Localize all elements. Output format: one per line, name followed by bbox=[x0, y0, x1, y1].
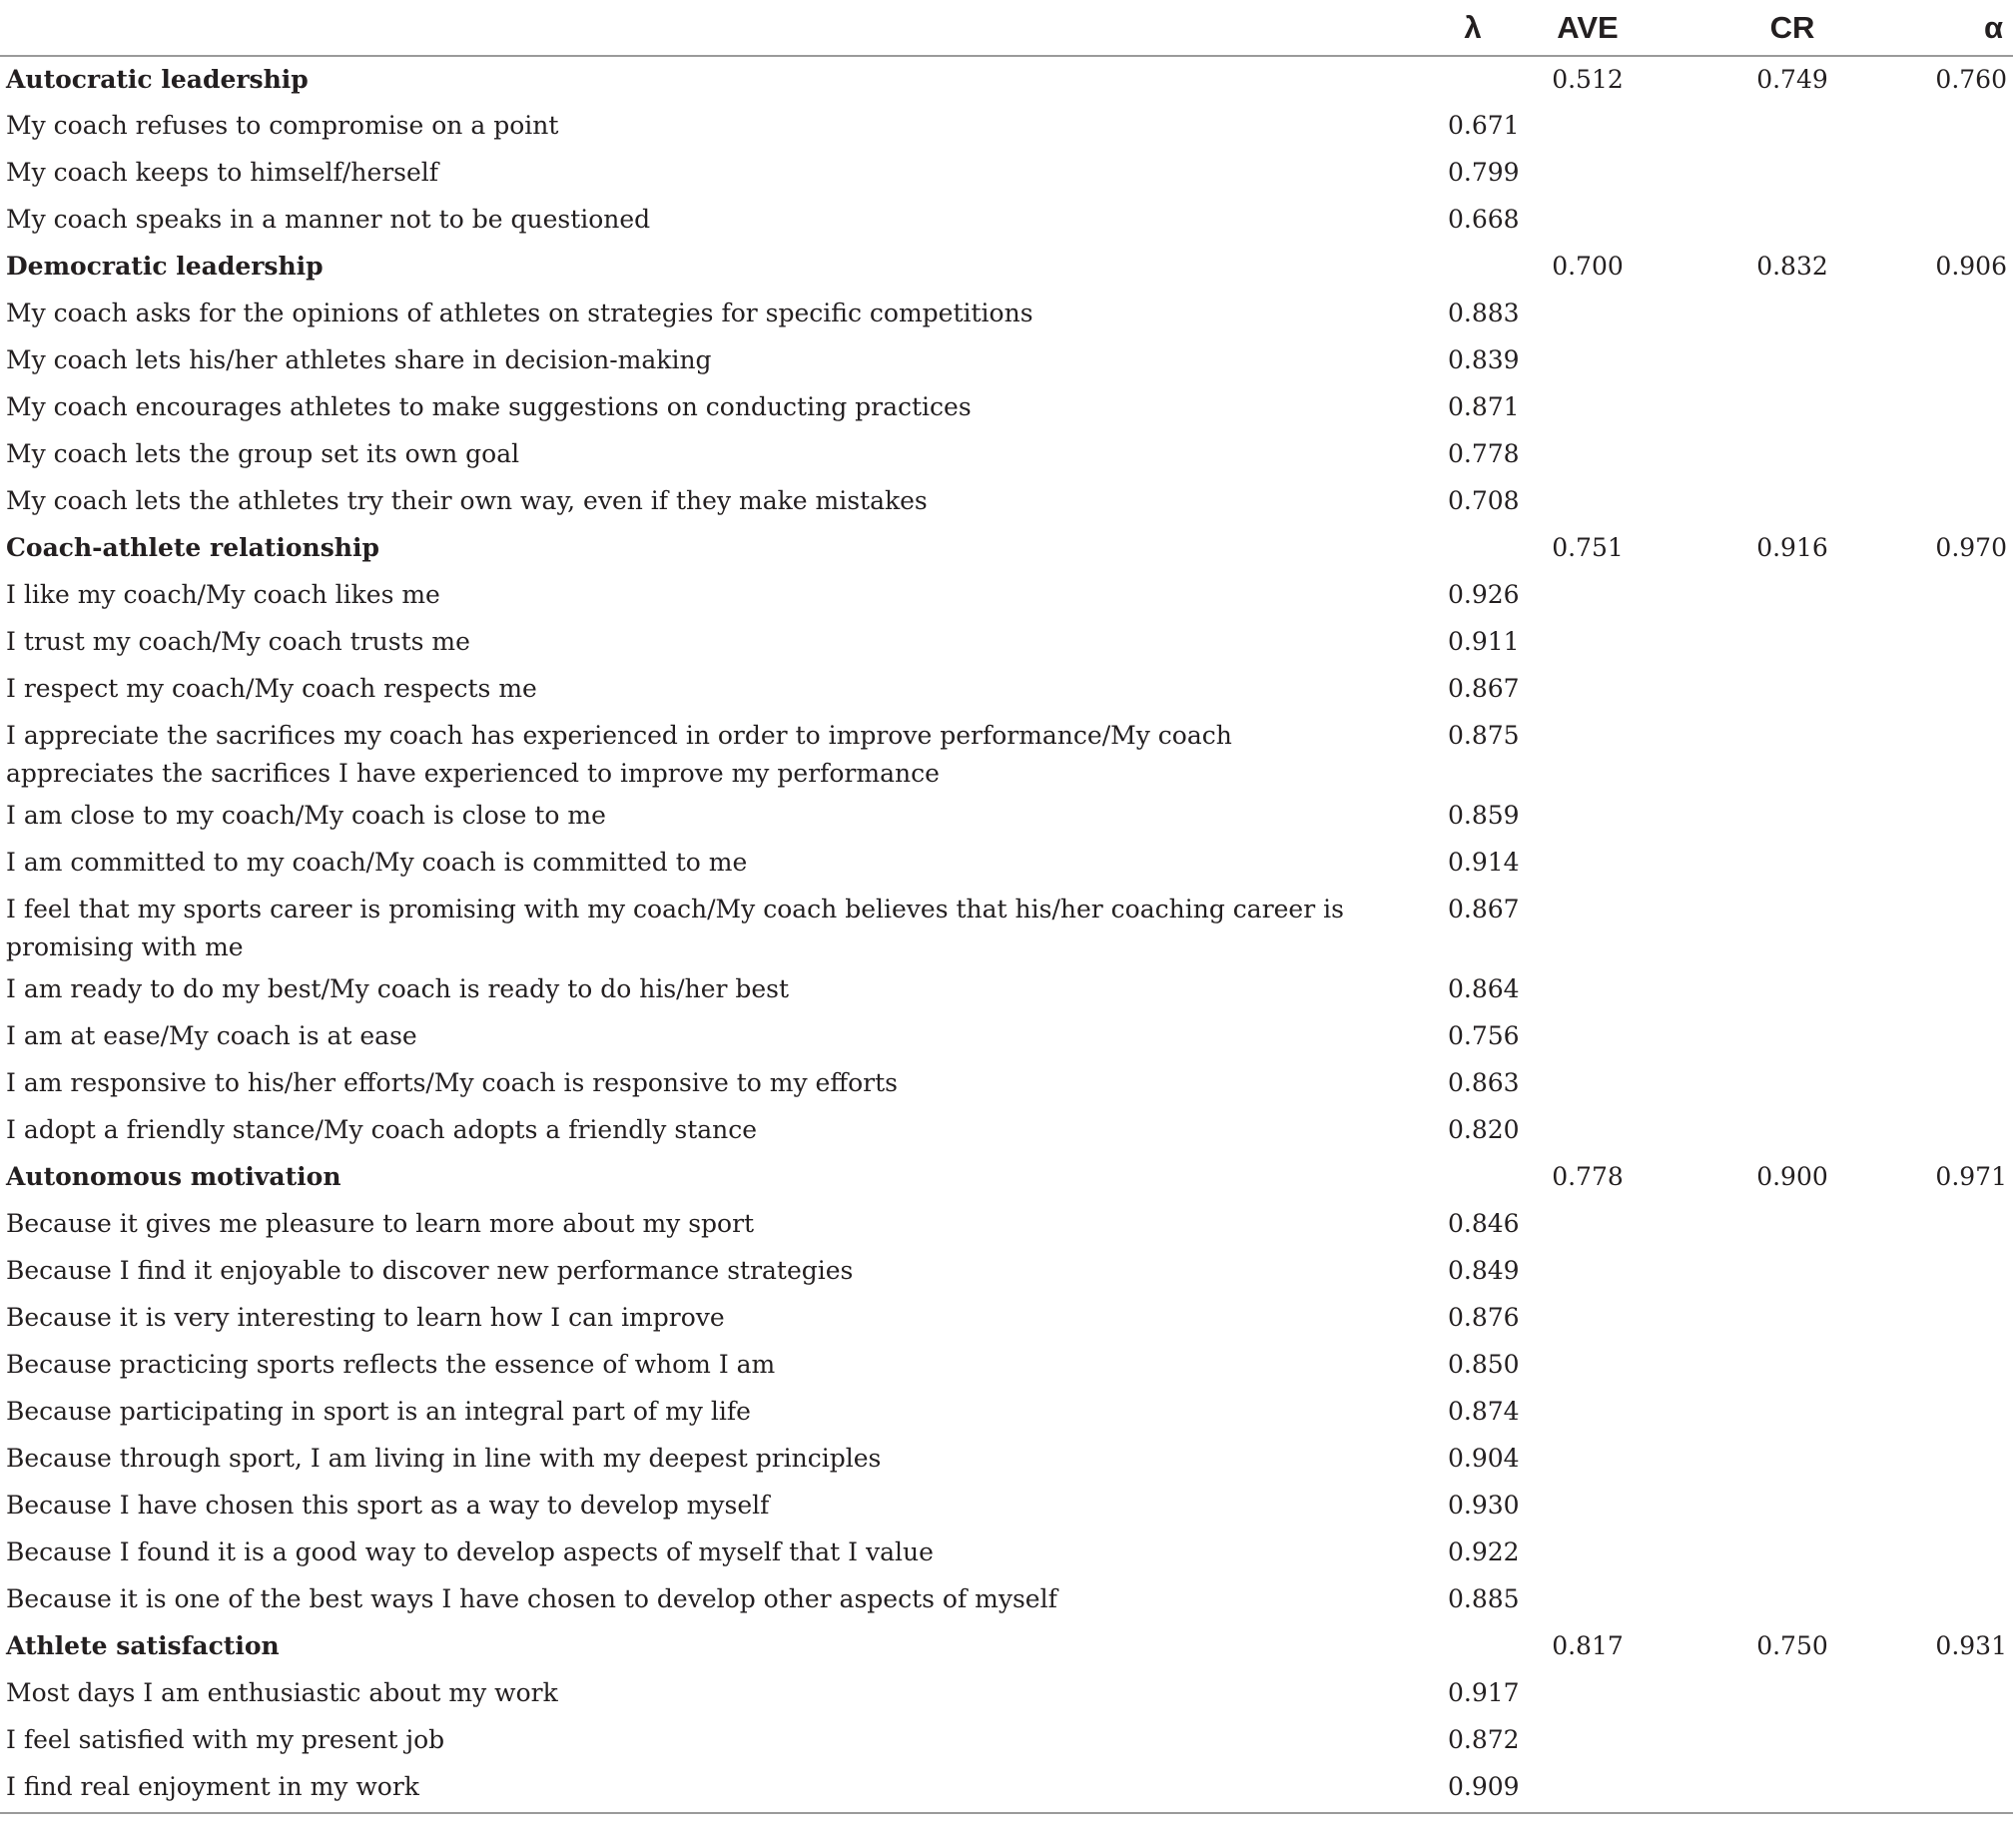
ave-value bbox=[1498, 1060, 1678, 1107]
cr-value bbox=[1678, 1483, 1857, 1530]
item-text: I adopt a friendly stance/My coach adopts a friendly stance bbox=[6, 1115, 758, 1144]
table-row bbox=[0, 291, 2013, 337]
table-row bbox=[0, 1013, 2013, 1060]
alpha-value bbox=[1857, 1107, 2013, 1154]
item-text: Because practicing sports reflects the essence of whom I am bbox=[6, 1350, 776, 1379]
table-row bbox=[0, 1530, 2013, 1576]
ave-value bbox=[1498, 1295, 1678, 1342]
alpha-value bbox=[1857, 572, 2013, 619]
table-row bbox=[0, 150, 2013, 197]
table-row bbox=[0, 1764, 2013, 1813]
lambda-value: 0.671 bbox=[1448, 111, 1520, 140]
lambda-value: 0.872 bbox=[1448, 1725, 1520, 1754]
alpha-value bbox=[1857, 1295, 2013, 1342]
item-text: Because it gives me pleasure to learn more about my sport bbox=[6, 1209, 755, 1238]
lambda-value: 0.914 bbox=[1448, 848, 1520, 877]
lambda-value: 0.926 bbox=[1448, 580, 1520, 609]
lambda-value: 0.911 bbox=[1448, 627, 1520, 656]
lambda-value: 0.863 bbox=[1448, 1068, 1520, 1097]
alpha-value bbox=[1857, 384, 2013, 431]
ave-value: 0.512 bbox=[1552, 65, 1624, 94]
ave-value bbox=[1498, 1530, 1678, 1576]
alpha-value bbox=[1857, 840, 2013, 887]
lambda-value bbox=[1388, 525, 1498, 572]
item-text: I am ready to do my best/My coach is ready to do his/her best bbox=[6, 974, 790, 1003]
cr-value bbox=[1678, 1576, 1857, 1623]
section-label: Coach-athlete relationship bbox=[6, 533, 379, 562]
alpha-value bbox=[1857, 431, 2013, 478]
cr-value bbox=[1678, 1670, 1857, 1717]
item-text: My coach lets the group set its own goal bbox=[6, 439, 520, 468]
cr-value bbox=[1678, 1530, 1857, 1576]
ave-value bbox=[1498, 619, 1678, 666]
cr-value bbox=[1678, 840, 1857, 887]
lambda-value: 0.756 bbox=[1448, 1021, 1520, 1050]
item-text: Because through sport, I am living in line with my deepest principles bbox=[6, 1444, 882, 1473]
item-text: I am committed to my coach/My coach is committed to me bbox=[6, 848, 748, 877]
alpha-value bbox=[1857, 1483, 2013, 1530]
table-row bbox=[0, 1483, 2013, 1530]
table-row bbox=[0, 793, 2013, 840]
ave-value bbox=[1498, 478, 1678, 525]
table-row bbox=[0, 1107, 2013, 1154]
lambda-value: 0.668 bbox=[1448, 205, 1520, 234]
lambda-value: 0.778 bbox=[1448, 439, 1520, 468]
ave-value bbox=[1498, 572, 1678, 619]
ave-value bbox=[1498, 1013, 1678, 1060]
alpha-value bbox=[1857, 1576, 2013, 1623]
alpha-value bbox=[1857, 1013, 2013, 1060]
lambda-value: 0.930 bbox=[1448, 1491, 1520, 1520]
ave-value bbox=[1498, 431, 1678, 478]
item-text: I am close to my coach/My coach is close to me bbox=[6, 801, 606, 830]
table-row bbox=[0, 887, 2013, 966]
table-row bbox=[0, 103, 2013, 150]
lambda-value: 0.904 bbox=[1448, 1444, 1520, 1473]
ave-value bbox=[1498, 1717, 1678, 1764]
cr-value bbox=[1678, 1436, 1857, 1483]
table-row bbox=[0, 1717, 2013, 1764]
lambda-value: 0.876 bbox=[1448, 1303, 1520, 1332]
cr-value bbox=[1678, 150, 1857, 197]
item-text: Because it is very interesting to learn how I can improve bbox=[6, 1303, 725, 1332]
ave-value bbox=[1498, 840, 1678, 887]
alpha-value bbox=[1857, 793, 2013, 840]
item-text: Because I found it is a good way to develop aspects of myself that I value bbox=[6, 1537, 934, 1566]
lambda-value: 0.708 bbox=[1448, 486, 1520, 515]
item-text: I am responsive to his/her efforts/My coach is responsive to my efforts bbox=[6, 1068, 898, 1097]
lambda-value: 0.922 bbox=[1448, 1537, 1520, 1566]
lambda-value: 0.917 bbox=[1448, 1678, 1520, 1707]
lambda-value: 0.867 bbox=[1448, 674, 1520, 703]
header-item bbox=[0, 0, 1388, 56]
table-header bbox=[0, 0, 2013, 56]
lambda-value: 0.909 bbox=[1388, 1764, 1498, 1813]
alpha-value bbox=[1857, 1389, 2013, 1436]
cr-value bbox=[1678, 793, 1857, 840]
table-row bbox=[0, 1060, 2013, 1107]
ave-value bbox=[1498, 384, 1678, 431]
alpha-value bbox=[1857, 1342, 2013, 1389]
section-label: Autonomous motivation bbox=[6, 1162, 341, 1191]
ave-value bbox=[1498, 713, 1678, 793]
table-row bbox=[0, 1295, 2013, 1342]
alpha-value: 0.971 bbox=[1935, 1162, 2007, 1191]
alpha-value: 0.906 bbox=[1935, 252, 2007, 281]
section-row bbox=[0, 525, 2013, 572]
alpha-value bbox=[1857, 291, 2013, 337]
alpha-value bbox=[1857, 1436, 2013, 1483]
item-text: My coach asks for the opinions of athletes on strategies for specific competitions bbox=[6, 299, 1033, 327]
lambda-value: 0.871 bbox=[1448, 392, 1520, 421]
item-text: My coach keeps to himself/herself bbox=[6, 158, 439, 187]
header-ave: AVE bbox=[1498, 0, 1678, 56]
alpha-value bbox=[1857, 1530, 2013, 1576]
ave-value bbox=[1498, 1342, 1678, 1389]
cr-value bbox=[1678, 337, 1857, 384]
cr-value: 0.916 bbox=[1756, 533, 1828, 562]
item-text: I respect my coach/My coach respects me bbox=[6, 674, 537, 703]
table-row bbox=[0, 1248, 2013, 1295]
item-text: My coach encourages athletes to make suggestions on conducting practices bbox=[6, 392, 972, 421]
cr-value: 0.900 bbox=[1756, 1162, 1828, 1191]
ave-value bbox=[1498, 150, 1678, 197]
item-text: I am at ease/My coach is at ease bbox=[6, 1021, 417, 1050]
ave-value: 0.778 bbox=[1552, 1162, 1624, 1191]
item-text: I like my coach/My coach likes me bbox=[6, 580, 440, 609]
alpha-value bbox=[1857, 1060, 2013, 1107]
item-text: My coach lets the athletes try their own way, even if they make mistakes bbox=[6, 486, 928, 515]
item-text: Because I find it enjoyable to discover new performance strategies bbox=[6, 1256, 854, 1285]
ave-value bbox=[1498, 1389, 1678, 1436]
table-row bbox=[0, 619, 2013, 666]
cr-value bbox=[1678, 291, 1857, 337]
lambda-value bbox=[1388, 1623, 1498, 1670]
ave-value bbox=[1498, 793, 1678, 840]
cr-value bbox=[1678, 887, 1857, 966]
cr-value bbox=[1678, 1248, 1857, 1295]
table-row bbox=[0, 1436, 2013, 1483]
lambda-value bbox=[1388, 56, 1498, 103]
lambda-value: 0.799 bbox=[1448, 158, 1520, 187]
table-row bbox=[0, 431, 2013, 478]
section-row bbox=[0, 1154, 2013, 1201]
cr-value: 0.750 bbox=[1756, 1631, 1828, 1660]
item-text: My coach speaks in a manner not to be questioned bbox=[6, 205, 651, 234]
cr-value: 0.832 bbox=[1756, 252, 1828, 281]
alpha-value bbox=[1857, 887, 2013, 966]
cr-value bbox=[1678, 1201, 1857, 1248]
item-text: Because it is one of the best ways I have chosen to develop other aspects of myself bbox=[6, 1584, 1057, 1613]
item-text: I appreciate the sacrifices my coach has experienced in order to improve performance/My coach appreciates the sacrifices I have experienced to improve my performance bbox=[6, 721, 1232, 788]
ave-value bbox=[1498, 1201, 1678, 1248]
ave-value bbox=[1498, 1107, 1678, 1154]
section-row bbox=[0, 56, 2013, 103]
item-text: Because participating in sport is an integral part of my life bbox=[6, 1397, 751, 1426]
cr-value bbox=[1678, 1013, 1857, 1060]
ave-value bbox=[1498, 887, 1678, 966]
ave-value bbox=[1498, 966, 1678, 1013]
item-text: I find real enjoyment in my work bbox=[0, 1764, 1388, 1813]
ave-value bbox=[1498, 1248, 1678, 1295]
cr-value bbox=[1678, 1389, 1857, 1436]
lambda-value: 0.867 bbox=[1448, 895, 1520, 923]
table-row bbox=[0, 1670, 2013, 1717]
item-text: I feel that my sports career is promising with my coach/My coach believes that his/her coaching career is promising with me bbox=[6, 895, 1344, 961]
cr-value bbox=[1678, 478, 1857, 525]
ave-value bbox=[1498, 337, 1678, 384]
item-text: Because I have chosen this sport as a way to develop myself bbox=[6, 1491, 770, 1520]
lambda-value: 0.874 bbox=[1448, 1397, 1520, 1426]
lambda-value: 0.850 bbox=[1448, 1350, 1520, 1379]
alpha-value: 0.760 bbox=[1935, 65, 2007, 94]
cr-value bbox=[1678, 1295, 1857, 1342]
item-text: I feel satisfied with my present job bbox=[6, 1725, 445, 1754]
cr-value bbox=[1678, 666, 1857, 713]
cr-value bbox=[1678, 1717, 1857, 1764]
table-row bbox=[0, 840, 2013, 887]
table-row bbox=[0, 966, 2013, 1013]
lambda-value: 0.864 bbox=[1448, 974, 1520, 1003]
lambda-value: 0.849 bbox=[1448, 1256, 1520, 1285]
alpha-value bbox=[1857, 337, 2013, 384]
alpha-value bbox=[1857, 666, 2013, 713]
cr-value bbox=[1678, 1342, 1857, 1389]
ave-value: 0.700 bbox=[1552, 252, 1624, 281]
section-label: Autocratic leadership bbox=[6, 65, 309, 94]
cr-value bbox=[1678, 966, 1857, 1013]
lambda-value: 0.859 bbox=[1448, 801, 1520, 830]
alpha-value bbox=[1857, 1764, 2013, 1813]
lambda-value: 0.846 bbox=[1448, 1209, 1520, 1238]
cr-value bbox=[1678, 103, 1857, 150]
lambda-value: 0.883 bbox=[1448, 299, 1520, 327]
table-row bbox=[0, 337, 2013, 384]
table-body bbox=[0, 56, 2013, 1813]
table-row bbox=[0, 666, 2013, 713]
table-row bbox=[0, 1201, 2013, 1248]
table-row bbox=[0, 572, 2013, 619]
cr-value bbox=[1678, 384, 1857, 431]
ave-value bbox=[1498, 1764, 1678, 1813]
lambda-value bbox=[1388, 1154, 1498, 1201]
header-lambda: λ bbox=[1388, 0, 1498, 56]
lambda-value: 0.875 bbox=[1448, 721, 1520, 750]
alpha-value bbox=[1857, 478, 2013, 525]
header-alpha: α bbox=[1857, 0, 2013, 56]
alpha-value: 0.931 bbox=[1935, 1631, 2007, 1660]
item-text: My coach refuses to compromise on a point bbox=[6, 111, 559, 140]
table-row bbox=[0, 1342, 2013, 1389]
alpha-value bbox=[1857, 103, 2013, 150]
cr-value bbox=[1678, 1060, 1857, 1107]
lambda-value: 0.839 bbox=[1448, 345, 1520, 374]
alpha-value bbox=[1857, 713, 2013, 793]
table-row bbox=[0, 1389, 2013, 1436]
item-text: My coach lets his/her athletes share in decision-making bbox=[6, 345, 712, 374]
table-row bbox=[0, 1576, 2013, 1623]
alpha-value bbox=[1857, 1248, 2013, 1295]
lambda-value bbox=[1388, 244, 1498, 291]
section-row bbox=[0, 244, 2013, 291]
alpha-value bbox=[1857, 966, 2013, 1013]
ave-value bbox=[1498, 1670, 1678, 1717]
cr-value bbox=[1678, 572, 1857, 619]
cr-value bbox=[1678, 619, 1857, 666]
cr-value bbox=[1678, 1107, 1857, 1154]
ave-value bbox=[1498, 666, 1678, 713]
section-row bbox=[0, 1623, 2013, 1670]
alpha-value bbox=[1857, 197, 2013, 244]
alpha-value: 0.970 bbox=[1935, 533, 2007, 562]
item-text: Most days I am enthusiastic about my work bbox=[6, 1678, 558, 1707]
ave-value bbox=[1498, 291, 1678, 337]
ave-value bbox=[1498, 1436, 1678, 1483]
header-cr: CR bbox=[1678, 0, 1857, 56]
section-label: Athlete satisfaction bbox=[6, 1631, 280, 1660]
alpha-value bbox=[1857, 619, 2013, 666]
cr-value: 0.749 bbox=[1756, 65, 1828, 94]
ave-value bbox=[1498, 103, 1678, 150]
ave-value: 0.751 bbox=[1552, 533, 1624, 562]
ave-value bbox=[1498, 1576, 1678, 1623]
alpha-value bbox=[1857, 1670, 2013, 1717]
ave-value bbox=[1498, 197, 1678, 244]
alpha-value bbox=[1857, 1717, 2013, 1764]
ave-value bbox=[1498, 1483, 1678, 1530]
table-row bbox=[0, 478, 2013, 525]
table-row bbox=[0, 713, 2013, 793]
section-label: Democratic leadership bbox=[6, 252, 324, 281]
item-text: I trust my coach/My coach trusts me bbox=[6, 627, 470, 656]
lambda-value: 0.885 bbox=[1448, 1584, 1520, 1613]
alpha-value bbox=[1857, 1201, 2013, 1248]
table-row bbox=[0, 384, 2013, 431]
cr-value bbox=[1678, 713, 1857, 793]
ave-value: 0.817 bbox=[1552, 1631, 1624, 1660]
table-row bbox=[0, 197, 2013, 244]
cr-value bbox=[1678, 1764, 1857, 1813]
cr-value bbox=[1678, 197, 1857, 244]
cr-value bbox=[1678, 431, 1857, 478]
alpha-value bbox=[1857, 150, 2013, 197]
lambda-value: 0.820 bbox=[1448, 1115, 1520, 1144]
header-row bbox=[0, 0, 2013, 56]
